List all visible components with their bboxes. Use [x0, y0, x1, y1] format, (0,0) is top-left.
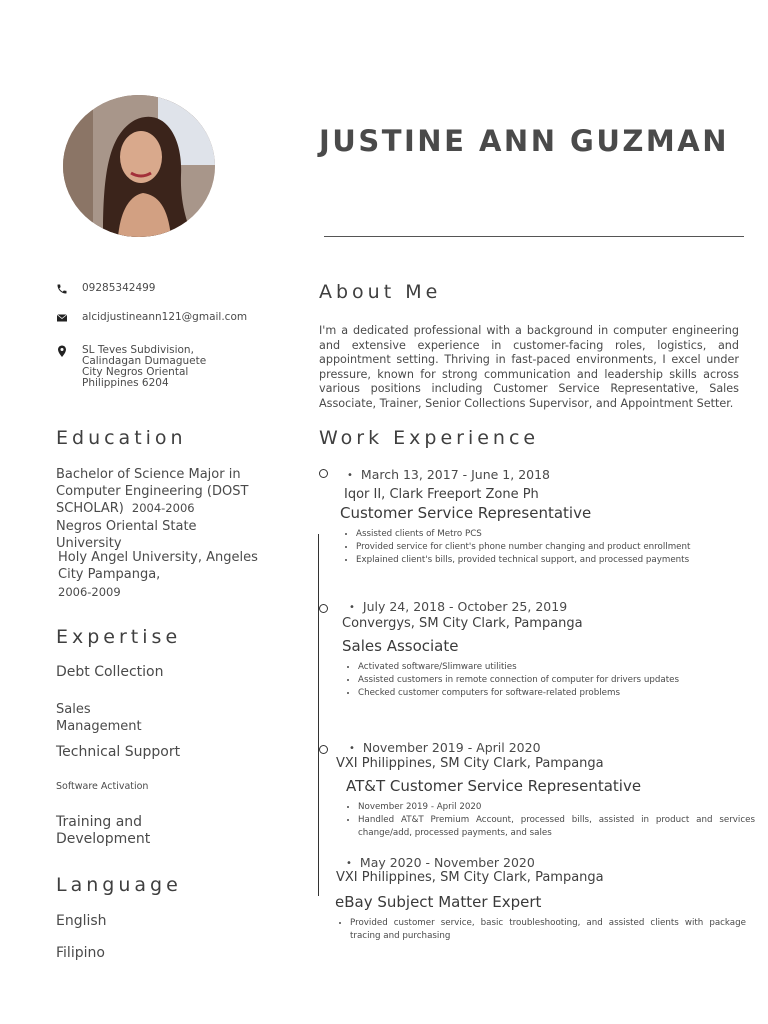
header-divider: [324, 236, 744, 237]
job-bullets: [342, 661, 758, 699]
profile-photo: [63, 95, 215, 237]
school-line: University: [56, 535, 122, 551]
job-company: Convergys, SM City Clark, Pampanga: [342, 616, 583, 631]
degree-line: [56, 500, 248, 518]
job-date: • July 24, 2018 - October 25, 2019: [349, 599, 567, 614]
postal-address: SL Teves Subdivision, Calindagan Dumaguete City Negros Oriental Philippines 6204: [82, 344, 207, 389]
job-date: • November 2019 - April 2020: [349, 740, 541, 755]
expertise-line: Sales: [56, 702, 91, 717]
job-bullet: • Assisted clients of Metro PCS: [356, 528, 756, 541]
job-title: eBay Subject Matter Expert: [335, 893, 542, 911]
job-bullet: • Provided service for client's phone number changing and product enrollment: [356, 541, 756, 554]
school-line: Negros Oriental State: [56, 519, 197, 534]
location-pin-icon: [56, 345, 70, 359]
school-2-years: 2006-2009: [58, 585, 121, 599]
timeline-dot: [319, 604, 328, 613]
job-bullets: [340, 528, 756, 566]
expertise-heading: Expertise: [56, 626, 182, 648]
degree-scholar: SCHOLAR): [56, 501, 124, 516]
job-company: Iqor II, Clark Freeport Zone Ph: [344, 487, 539, 502]
school-line: City Pampanga,: [58, 566, 161, 582]
degree-line: Computer Engineering (DOST: [56, 483, 249, 499]
job-bullet: • Assisted customers in remote connection of computer for drivers updates: [358, 674, 758, 687]
timeline-line: [318, 534, 319, 896]
job-bullets: [342, 801, 755, 839]
about-text: I'm a dedicated professional with a background in computer engineering and extensive experience in customer-facing roles, logistics, and appointment setting. Thriving in fast-paced environments, I excel under pressure, known for strong communication and leadership skills across various positions including Customer Service Representative, Sales Associate, Trainer, Senior Collections Supervisor, and Appointment Setter.: [319, 324, 739, 410]
expertise-line: Training and: [56, 814, 143, 830]
about-heading: About Me: [319, 281, 442, 303]
timeline-dot: [319, 469, 328, 478]
job-company: VXI Philippines, SM City Clark, Pampanga: [336, 756, 604, 771]
job-bullet: • Activated software/Slimware utilities: [358, 661, 758, 674]
language-item: Filipino: [56, 945, 105, 961]
expertise-item: Technical Support: [56, 744, 181, 760]
expertise-item: [56, 702, 142, 735]
job-bullet: • Provided customer service, basic troubleshooting, and assisted clients with package tracing and purchasing: [350, 917, 746, 943]
expertise-line: Development: [56, 830, 151, 847]
job-bullet: • Checked customer computers for software-related problems: [358, 687, 758, 700]
language-heading: Language: [56, 874, 182, 896]
work-heading: Work Experience: [319, 427, 540, 449]
job-date: • May 2020 - November 2020: [346, 855, 535, 870]
education-degree: [56, 467, 248, 518]
school-line: Holy Angel University, Angeles: [58, 550, 258, 565]
job-date: • March 13, 2017 - June 1, 2018: [347, 467, 550, 482]
job-bullet: • November 2019 - April 2020: [358, 801, 755, 814]
job-bullets: [334, 917, 746, 943]
timeline-dot: [319, 745, 328, 754]
expertise-item: Debt Collection: [56, 664, 164, 680]
degree-years: 2004-2006: [131, 501, 195, 515]
education-heading: Education: [56, 427, 187, 449]
expertise-item: Software Activation: [56, 781, 149, 792]
expertise-item: [56, 814, 150, 847]
email-address: alcidjustineann121@gmail.com: [82, 311, 248, 323]
phone-icon: [56, 283, 70, 297]
resume-name: JUSTINE ANN GUZMAN: [319, 124, 730, 158]
education-school-1: [56, 519, 197, 552]
job-title: Sales Associate: [342, 637, 459, 655]
job-bullet: • Explained client's bills, provided technical support, and processed payments: [356, 554, 756, 567]
degree-line: Bachelor of Science Major in: [56, 467, 241, 482]
education-school-2: [58, 550, 258, 583]
mail-icon: [56, 312, 70, 326]
expertise-line: Management: [56, 718, 142, 734]
job-bullet: • Handled AT&T Premium Account, processed bills, assisted in product and services change/add, processed payments, and sales: [358, 814, 755, 840]
job-title: Customer Service Representative: [340, 504, 592, 522]
job-company: VXI Philippines, SM City Clark, Pampanga: [336, 870, 604, 885]
job-title: AT&T Customer Service Representative: [346, 777, 642, 795]
language-item: English: [56, 913, 107, 929]
phone-number: 09285342499: [82, 282, 156, 294]
